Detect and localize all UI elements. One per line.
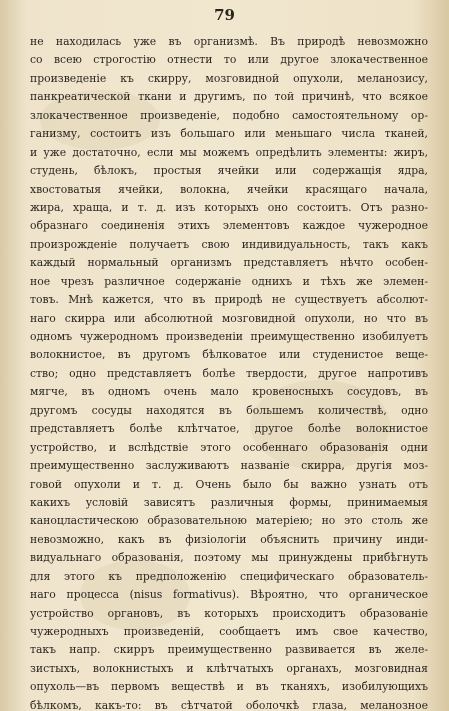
text-line: такъ напр. скирръ преимущественно развивается въ желе- bbox=[30, 643, 428, 657]
text-line: видуальнаго образованія, поэтому мы принуждены прибѣгнуть bbox=[30, 551, 428, 565]
text-line: ное чрезъ различное содержаніе однихъ и тѣхъ же элемен- bbox=[30, 274, 428, 288]
text-line: произведеніе къ скирру, мозговидной опухоли, меланозису, bbox=[30, 71, 428, 85]
text-line: злокачественное произведеніе, подобно самостоятельному ор- bbox=[30, 108, 428, 122]
text-line: зистыхъ, волокнистыхъ и клѣтчатыхъ органахъ, мозговидная bbox=[30, 661, 428, 675]
text-line: жира, храща, и т. д. изъ которыхъ оно состоитъ. Отъ разно- bbox=[30, 200, 428, 214]
text-line: произрожденіе получаетъ свою индивидуальность, такъ какъ bbox=[30, 237, 428, 251]
text-line: представляетъ болѣе клѣтчатое, другое болѣе волокнистое bbox=[30, 422, 428, 436]
text-line: товъ. Мнѣ кажется, что въ природѣ не существуетъ абсолют- bbox=[30, 293, 428, 307]
text-line: невозможно, какъ въ физіологіи объяснить причину инди- bbox=[30, 532, 428, 546]
text-line: и уже достаточно, если мы можемъ опредѣлить элементы: жиръ, bbox=[30, 145, 428, 159]
text-line: одномъ чужеродномъ произведеніи преимущественно изобилуетъ bbox=[30, 330, 428, 343]
text-line: бѣлкомъ, какъ-то: въ сѣтчатой оболочкѣ глаза, меланозное bbox=[30, 698, 428, 711]
text-line: со всею строгостію отнести то или другое злокачественное bbox=[30, 53, 428, 67]
text-line: ство; одно представляетъ болѣе твердости, другое напротивъ bbox=[30, 366, 428, 380]
text-line: для этого къ предположенію специфическаго образователь- bbox=[30, 569, 428, 583]
text-line: наго процесса (nisus formativus). Вѣроятно, что органическое bbox=[30, 588, 428, 602]
page-number: 79 bbox=[214, 6, 235, 24]
text-line: не находилась уже въ организмѣ. Въ природѣ невозможно bbox=[30, 35, 428, 48]
text-line: устройство органовъ, въ которыхъ происходитъ образованіе bbox=[30, 606, 428, 620]
text-line: наго скирра или абсолютной мозговидной опухоли, но что въ bbox=[30, 311, 428, 325]
text-line: хвостоватыя ячейки, волокна, ячейки красящаго начала, bbox=[30, 182, 428, 196]
text-line: панкреатической ткани и другимъ, по той причинѣ, что всякое bbox=[30, 90, 428, 104]
text-line: каноцластическою образовательною матеріею; но это столь же bbox=[30, 514, 428, 528]
body-text bbox=[30, 33, 428, 711]
text-line: студень, бѣлокъ, простыя ячейки или содержащія ядра, bbox=[30, 164, 428, 178]
text-line: говой опухоли и т. д. Очень было бы важно узнать отъ bbox=[30, 477, 428, 491]
text-line: ганизму, состоитъ изъ большаго или меньшаго числа тканей, bbox=[30, 127, 428, 141]
text-line: мягче, въ одномъ очень мало кровеносныхъ сосудовъ, въ bbox=[30, 385, 428, 399]
text-line: опухоль—въ первомъ веществѣ и въ тканяхъ, изобилующихъ bbox=[30, 680, 428, 694]
text-line: каждый нормальный организмъ представляетъ нѣчто особен- bbox=[30, 256, 428, 270]
text-line: какихъ условій зависятъ различныя формы, принимаемыя bbox=[30, 495, 428, 509]
text-line: чужеродныхъ произведеній, сообщаетъ имъ свое качество, bbox=[30, 625, 428, 638]
text-line: другомъ сосуды находятся въ большемъ количествѣ, одно bbox=[30, 403, 428, 417]
text-line: волокнистое, въ другомъ бѣлковатое или студенистое веще- bbox=[30, 348, 428, 362]
text-line: устройство, и вслѣдствіе этого особеннаго образованія одни bbox=[30, 440, 428, 454]
text-line: преимущественно заслуживаютъ названіе скирра, другія моз- bbox=[30, 459, 428, 473]
text-line: образнаго соединенія этихъ элементовъ каждое чужеродное bbox=[30, 219, 428, 233]
